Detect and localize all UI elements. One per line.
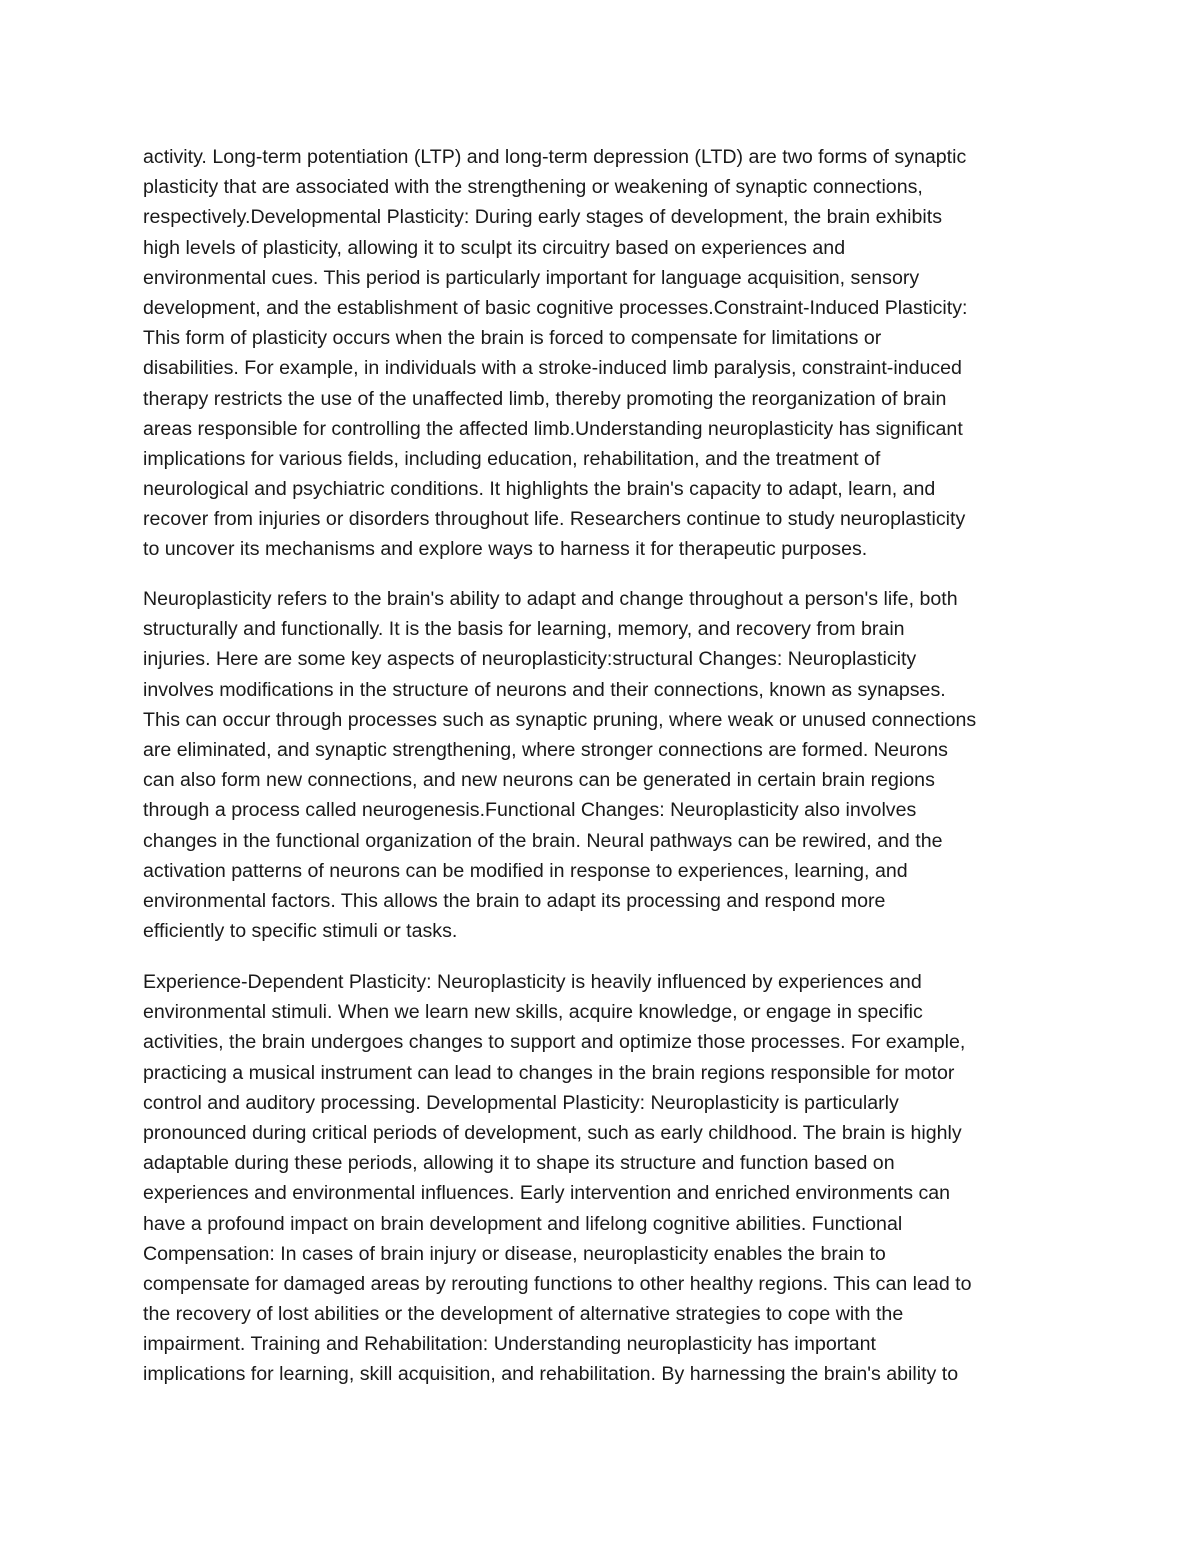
text-line: recover from injuries or disorders throughout life. Researchers continue to study neuroplasticity xyxy=(143,508,966,531)
text-line: high levels of plasticity, allowing it to sculpt its circuitry based on experiences and xyxy=(143,236,846,259)
text-line: environmental factors. This allows the brain to adapt its processing and respond more xyxy=(143,889,886,912)
text-line: Compensation: In cases of brain injury or disease, neuroplasticity enables the brain to xyxy=(143,1242,886,1265)
text-line: implications for learning, skill acquisition, and rehabilitation. By harnessing the brain's ability to xyxy=(143,1363,959,1386)
text-line: injuries. Here are some key aspects of neuroplasticity:structural Changes: Neuroplasticity xyxy=(143,648,917,671)
text-line: plasticity that are associated with the strengthening or weakening of synaptic connections, xyxy=(143,176,923,199)
text-line: pronounced during critical periods of development, such as early childhood. The brain is highly xyxy=(143,1121,962,1144)
text-line: efficiently to specific stimuli or tasks. xyxy=(143,920,458,943)
text-line: environmental stimuli. When we learn new skills, acquire knowledge, or engage in specific xyxy=(143,1001,923,1024)
text-line: This form of plasticity occurs when the brain is forced to compensate for limitations or xyxy=(143,327,882,350)
text-line: can also form new connections, and new neurons can be generated in certain brain regions xyxy=(143,769,935,792)
text-line: compensate for damaged areas by rerouting functions to other healthy regions. This can lead to xyxy=(143,1272,972,1295)
text-line: disabilities. For example, in individuals with a stroke-induced limb paralysis, constraint-induced xyxy=(143,357,962,380)
text-line: development, and the establishment of basic cognitive processes.Constraint-Induced Plasticity: xyxy=(143,296,968,319)
text-line: changes in the functional organization of the brain. Neural pathways can be rewired, and the xyxy=(143,829,943,852)
text-line: therapy restricts the use of the unaffected limb, thereby promoting the reorganization of brain xyxy=(143,387,947,410)
text-line: the recovery of lost abilities or the development of alternative strategies to cope with the xyxy=(143,1303,904,1326)
text-line: environmental cues. This period is particularly important for language acquisition, sensory xyxy=(143,266,920,289)
text-line: activities, the brain undergoes changes to support and optimize those processes. For example, xyxy=(143,1031,966,1054)
text-line: Experience-Dependent Plasticity: Neuroplasticity is heavily influenced by experiences and xyxy=(143,971,922,993)
text-line: have a profound impact on brain development and lifelong cognitive abilities. Functional xyxy=(143,1212,903,1235)
text-line: areas responsible for controlling the affected limb.Understanding neuroplasticity has significant xyxy=(143,417,963,440)
text-line: neurological and psychiatric conditions. It highlights the brain's capacity to adapt, learn, and xyxy=(143,478,936,501)
text-line: adaptable during these periods, allowing it to shape its structure and function based on xyxy=(143,1152,895,1175)
text-line: experiences and environmental influences. Early intervention and enriched environments can xyxy=(143,1182,951,1205)
text-line: activation patterns of neurons can be modified in response to experiences, learning, and xyxy=(143,859,908,882)
text-line: practicing a musical instrument can lead to changes in the brain regions responsible for motor xyxy=(143,1061,955,1084)
text-line: control and auditory processing. Developmental Plasticity: Neuroplasticity is particularly xyxy=(143,1091,899,1114)
text-line: implications for various fields, including education, rehabilitation, and the treatment of xyxy=(143,447,881,470)
text-line: This can occur through processes such as synaptic pruning, where weak or unused connections xyxy=(143,708,977,731)
text-line: activity. Long-term potentiation (LTP) and long-term depression (LTD) are two forms of synaptic xyxy=(143,146,967,168)
text-line: structurally and functionally. It is the basis for learning, memory, and recovery from brain xyxy=(143,618,905,641)
paragraph-experience-dependent-plasticity xyxy=(143,967,1073,1390)
paragraph-neuroplasticity-overview xyxy=(143,584,1073,946)
text-line: through a process called neurogenesis.Functional Changes: Neuroplasticity also involves xyxy=(143,799,917,822)
text-line: respectively.Developmental Plasticity: During early stages of development, the brain exhibits xyxy=(143,206,943,229)
paragraph-synaptic-plasticity xyxy=(143,142,1073,565)
text-line: impairment. Training and Rehabilitation: Understanding neuroplasticity has important xyxy=(143,1333,876,1356)
text-line: involves modifications in the structure of neurons and their connections, known as synapses. xyxy=(143,678,946,701)
text-line: Neuroplasticity refers to the brain's ability to adapt and change throughout a person's life, both xyxy=(143,588,958,610)
text-line: are eliminated, and synaptic strengthening, where stronger connections are formed. Neurons xyxy=(143,738,948,761)
text-line: to uncover its mechanisms and explore ways to harness it for therapeutic purposes. xyxy=(143,538,868,561)
